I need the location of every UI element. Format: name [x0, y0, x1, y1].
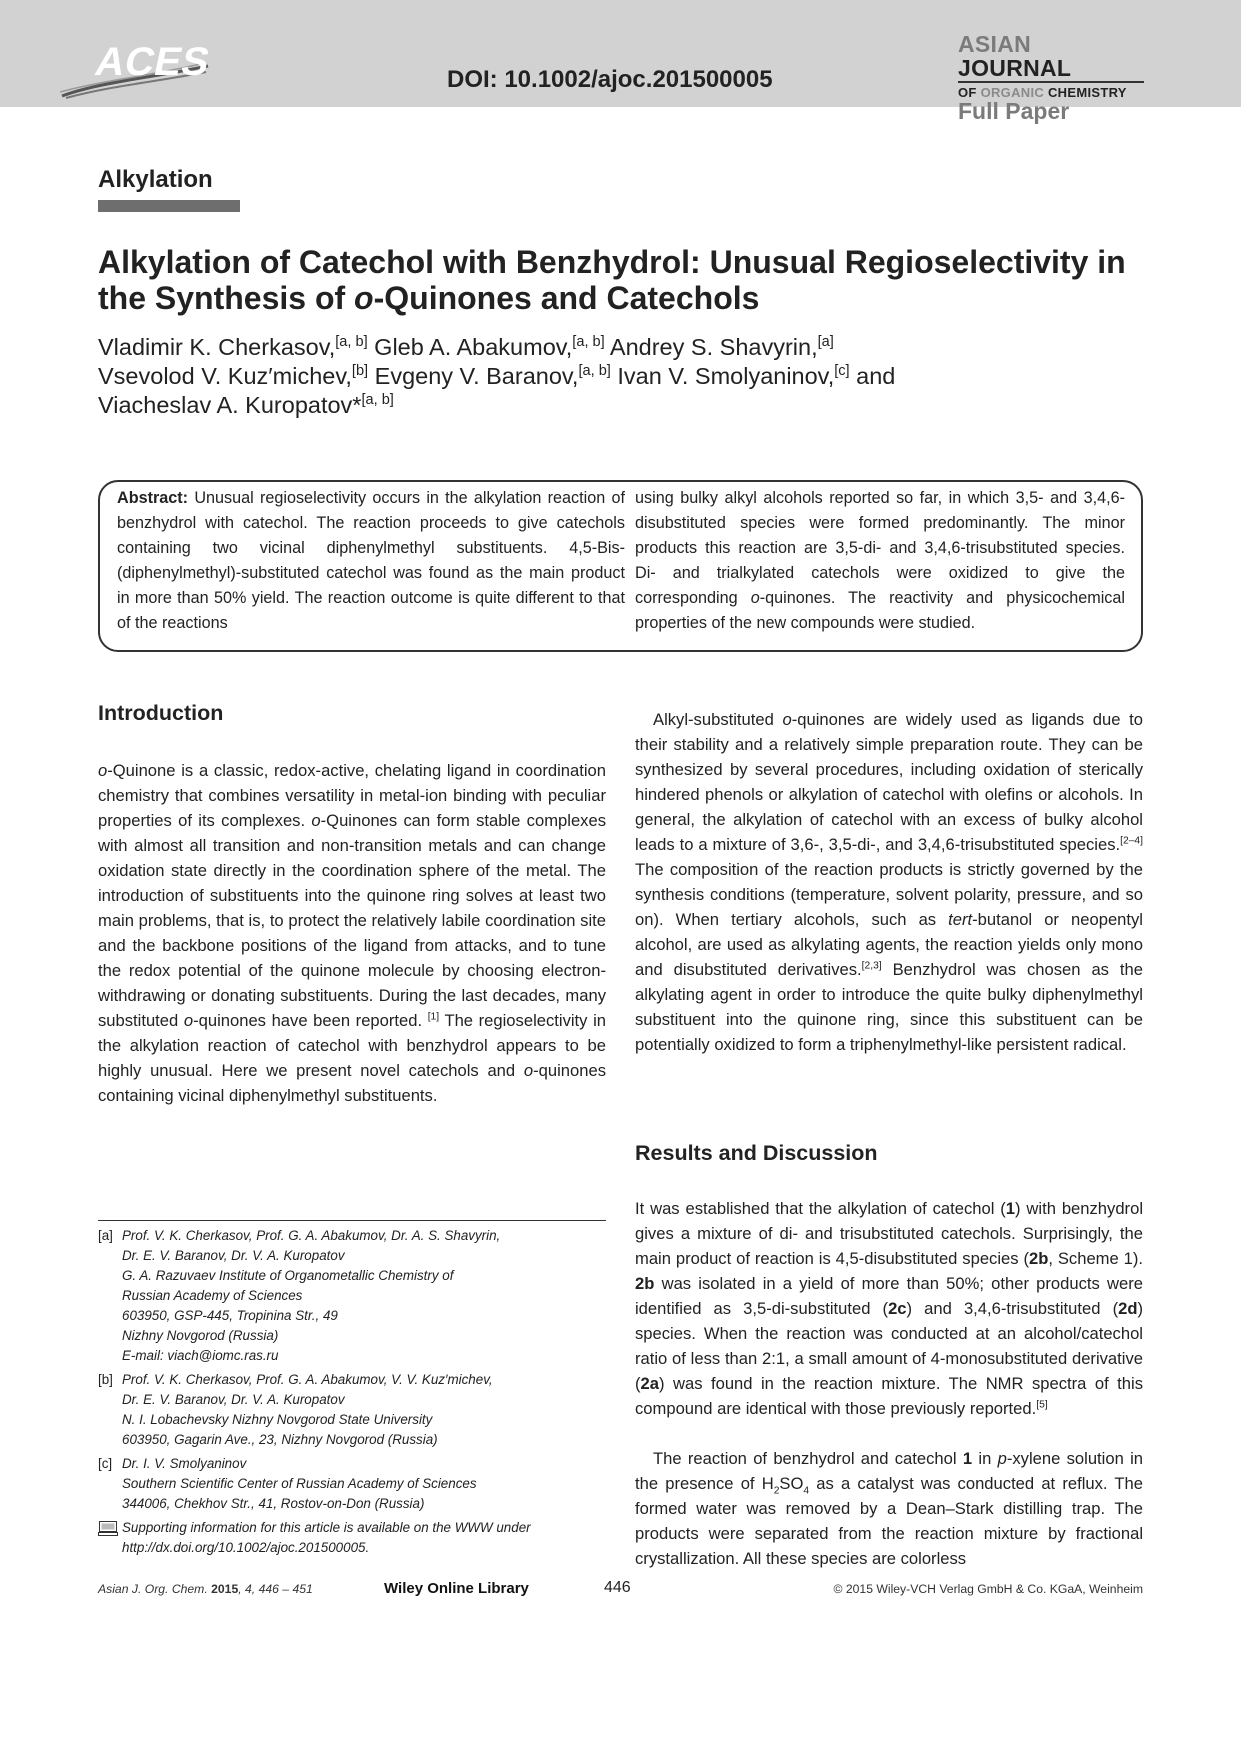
journal-brand [958, 32, 1148, 123]
right-intro-paragraph: Alkyl-substituted o-quinones are widely used as ligands due to their stability and a relatively simple preparation route. They can be synthesized by several procedures, including oxidation of sterically hindered phenols or alkylation of catechol with olefins or alcohols. In general, the alkylation of catechol with an excess of bulky alcohol leads to a mixture of 3,6-, 3,5-di-, and 3,4,6-trisubstituted species.[2–4] The composition of the reaction products is strictly governed by the synthesis conditions (temperature, solvent polarity, pressure, and so on). When tertiary alcohols, such as tert-butanol or neopentyl alcohol, are used as alkylating agents, the reaction yields only mono and disubstituted derivatives.[2,3] Benzhydrol was chosen as the alkylating agent in order to introduce the quite bulky diphenylmethyl substituent into the quinone ring, since this substituent can be potentially oxidized to form a triphenylmethyl-like persistent radical. [635, 710, 1143, 1054]
page-number: 446 [604, 1579, 631, 1596]
author-affiliation: [c] [834, 363, 850, 380]
reference-5[interactable]: [5] [1036, 1399, 1048, 1411]
doi[interactable]: DOI: 10.1002/ajoc.201500005 [447, 66, 773, 93]
page-header [0, 0, 1241, 124]
results-heading: Results and Discussion [635, 1141, 878, 1165]
section-tag-bar [98, 200, 240, 212]
wiley-online-library-logo[interactable]: Wiley Online Library [384, 1580, 529, 1597]
results-paragraph-2: The reaction of benzhydrol and catechol 1 in p-xylene solution in the presence of $H_2SO_4$ as a catalyst was conducted at reflux. The formed water was removed by a Dean–Stark distilling trap. The products were separated from the reaction mixture by fractional crystallization. All these species are colorless [635, 1449, 1144, 1568]
section-tag: Alkylation [98, 166, 213, 193]
author-name: Andrey S. Shavyrin, [609, 334, 818, 360]
journal-name-line1: ASIAN JOURNAL [958, 31, 1072, 81]
author-name: Evgeny V. Baranov, [374, 363, 579, 389]
supporting-info-link[interactable]: http://dx.doi.org/10.1002/ajoc.201500005. [122, 1540, 370, 1555]
footnote-a: [a] Prof. V. K. Cherkasov, Prof. G. A. Abakumov, Dr. A. S. Shavyrin, Dr. E. V. Baranov, Dr. V. A. Kuropatov G. A. Razuvaev Institute of Organometallic Chemistry of Russian Academy of Sciences 603950, GSP-445, Tropinina Str., 49 Nizhny Novgorod (Russia) E-mail: viach@iomc.ras.ru [98, 1226, 606, 1366]
paper-title: Alkylation of Catechol with Benzhydrol: Unusual Regioselectivity in the Synthesis of o-Quinones and Catechols [98, 244, 1126, 316]
author-affiliation: [a, b] [361, 392, 394, 409]
abstract-left-column: Abstract: Unusual regioselectivity occurs in the alkylation reaction of benzhydrol with catechol. The reaction proceeds to give catechols containing two vicinal diphenylmethyl substituents. 4,5-Bis-(diphenylmethyl)-substituted catechol was found as the main product in more than 50% yield. The reaction outcome is quite different to that of the reactions [117, 489, 626, 632]
article-type: Full Paper [958, 98, 1070, 124]
author-name: Vsevolod V. Kuz′michev, [98, 363, 352, 389]
author-list [98, 333, 1138, 420]
journal-brand-rule [958, 81, 1144, 83]
supporting-information-note: Supporting information for this article is available on the WWW under http://dx.doi.org/10.1002/ajoc.201500005. [98, 1518, 606, 1558]
results-paragraph-1: It was established that the alkylation of catechol (1) with benzhydrol gives a mixture of di- and trisubstituted catechols. Surprisingly, the main product of reaction is 4,5-disubstituted species (2b, Scheme 1). 2b was isolated in a yield of more than 50%; other products were identified as 3,5-di-substituted (2c) and 3,4,6-trisubstituted (2d) species. When the reaction was conducted at an alcohol/catechol ratio of less than 2:1, a small amount of 4-monosubstituted derivative (2a) was found in the reaction mixture. The NMR spectra of this compound are identical with those previously reported.[5] [635, 1199, 1143, 1418]
reference-1[interactable]: [1] [427, 1011, 440, 1023]
corresponding-email[interactable]: E-mail: viach@iomc.ras.ru [122, 1348, 279, 1363]
reference-2-3[interactable]: [2,3] [861, 960, 882, 972]
author-name: Gleb A. Abakumov, [374, 334, 573, 360]
author-affiliation: [b] [351, 363, 369, 380]
abstract-right-column: using bulky alkyl alcohols reported so far, in which 3,5- and 3,4,6-disubstituted species were formed predominantly. The minor products this reaction are 3,5-di- and 3,4,6-trisubstituted species. Di- and trialkylated catechols were oxidized to give the corresponding o-quinones. The reactivity and physicochemical properties of the new compounds were studied. [635, 489, 1125, 632]
affiliation-footnotes [98, 1226, 606, 1558]
authors-conjunction: and [856, 363, 896, 389]
aces-logo [60, 30, 214, 100]
introduction-heading: Introduction [98, 701, 224, 725]
footnote-divider [98, 1220, 606, 1221]
computer-icon [98, 1521, 118, 1536]
author-affiliation: [a, b] [572, 334, 605, 351]
footnote-c: [c] Dr. I. V. Smolyaninov Southern Scientific Center of Russian Academy of Sciences 344006, Chekhov Str., 41, Rostov-on-Don (Russia) [98, 1456, 477, 1511]
author-name: Ivan V. Smolyaninov, [617, 363, 835, 389]
author-name: Viacheslav A. Kuropatov* [98, 392, 362, 418]
introduction-paragraph: o-Quinone is a classic, redox-active, chelating ligand in coordination chemistry that combines versatility in metal-ion binding with peculiar properties of its complexes. o-Quinones can form stable complexes with almost all transition and non-transition metals and can change oxidation state directly in the coordination sphere of the metal. The introduction of substituents into the quinone ring solves at least two main problems, that is, to protect the relatively labile coordination site and the backbone positions of the ligand from attacks, and to tune the redox potential of the quinone molecule by choosing electron-withdrawing or donating substituents. During the last decades, many substituted o-quinones have been reported. [1] The regioselectivity in the alkylation reaction of catechol with benzhydrol appears to be highly unusual. Here we present novel catechols and o-quinones containing vicinal diphenylmethyl substituents. [98, 761, 606, 1105]
aces-logo-text: ACES [91, 40, 214, 84]
abstract-label: Abstract: [117, 489, 189, 507]
copyright-notice: © 2015 Wiley-VCH Verlag GmbH & Co. KGaA, Weinheim [833, 1582, 1143, 1596]
author-name: Vladimir K. Cherkasov, [98, 334, 336, 360]
journal-citation: Asian J. Org. Chem. 2015, 4, 446 – 451 [98, 1582, 313, 1596]
author-affiliation: [a] [817, 334, 834, 351]
reference-2-4[interactable]: [2–4] [1120, 835, 1143, 847]
footnote-b: [b] Prof. V. K. Cherkasov, Prof. G. A. Abakumov, V. V. Kuz′michev, Dr. E. V. Baranov, Dr. V. A. Kuropatov N. I. Lobachevsky Nizhny Novgorod State University 603950, Gagarin Ave., 23, Nizhny Novgorod (Russia) [98, 1372, 493, 1447]
author-affiliation: [a, b] [578, 363, 611, 380]
author-affiliation: [a, b] [335, 334, 368, 351]
journal-name-line2: OF ORGANIC CHEMISTRY [958, 85, 1127, 100]
